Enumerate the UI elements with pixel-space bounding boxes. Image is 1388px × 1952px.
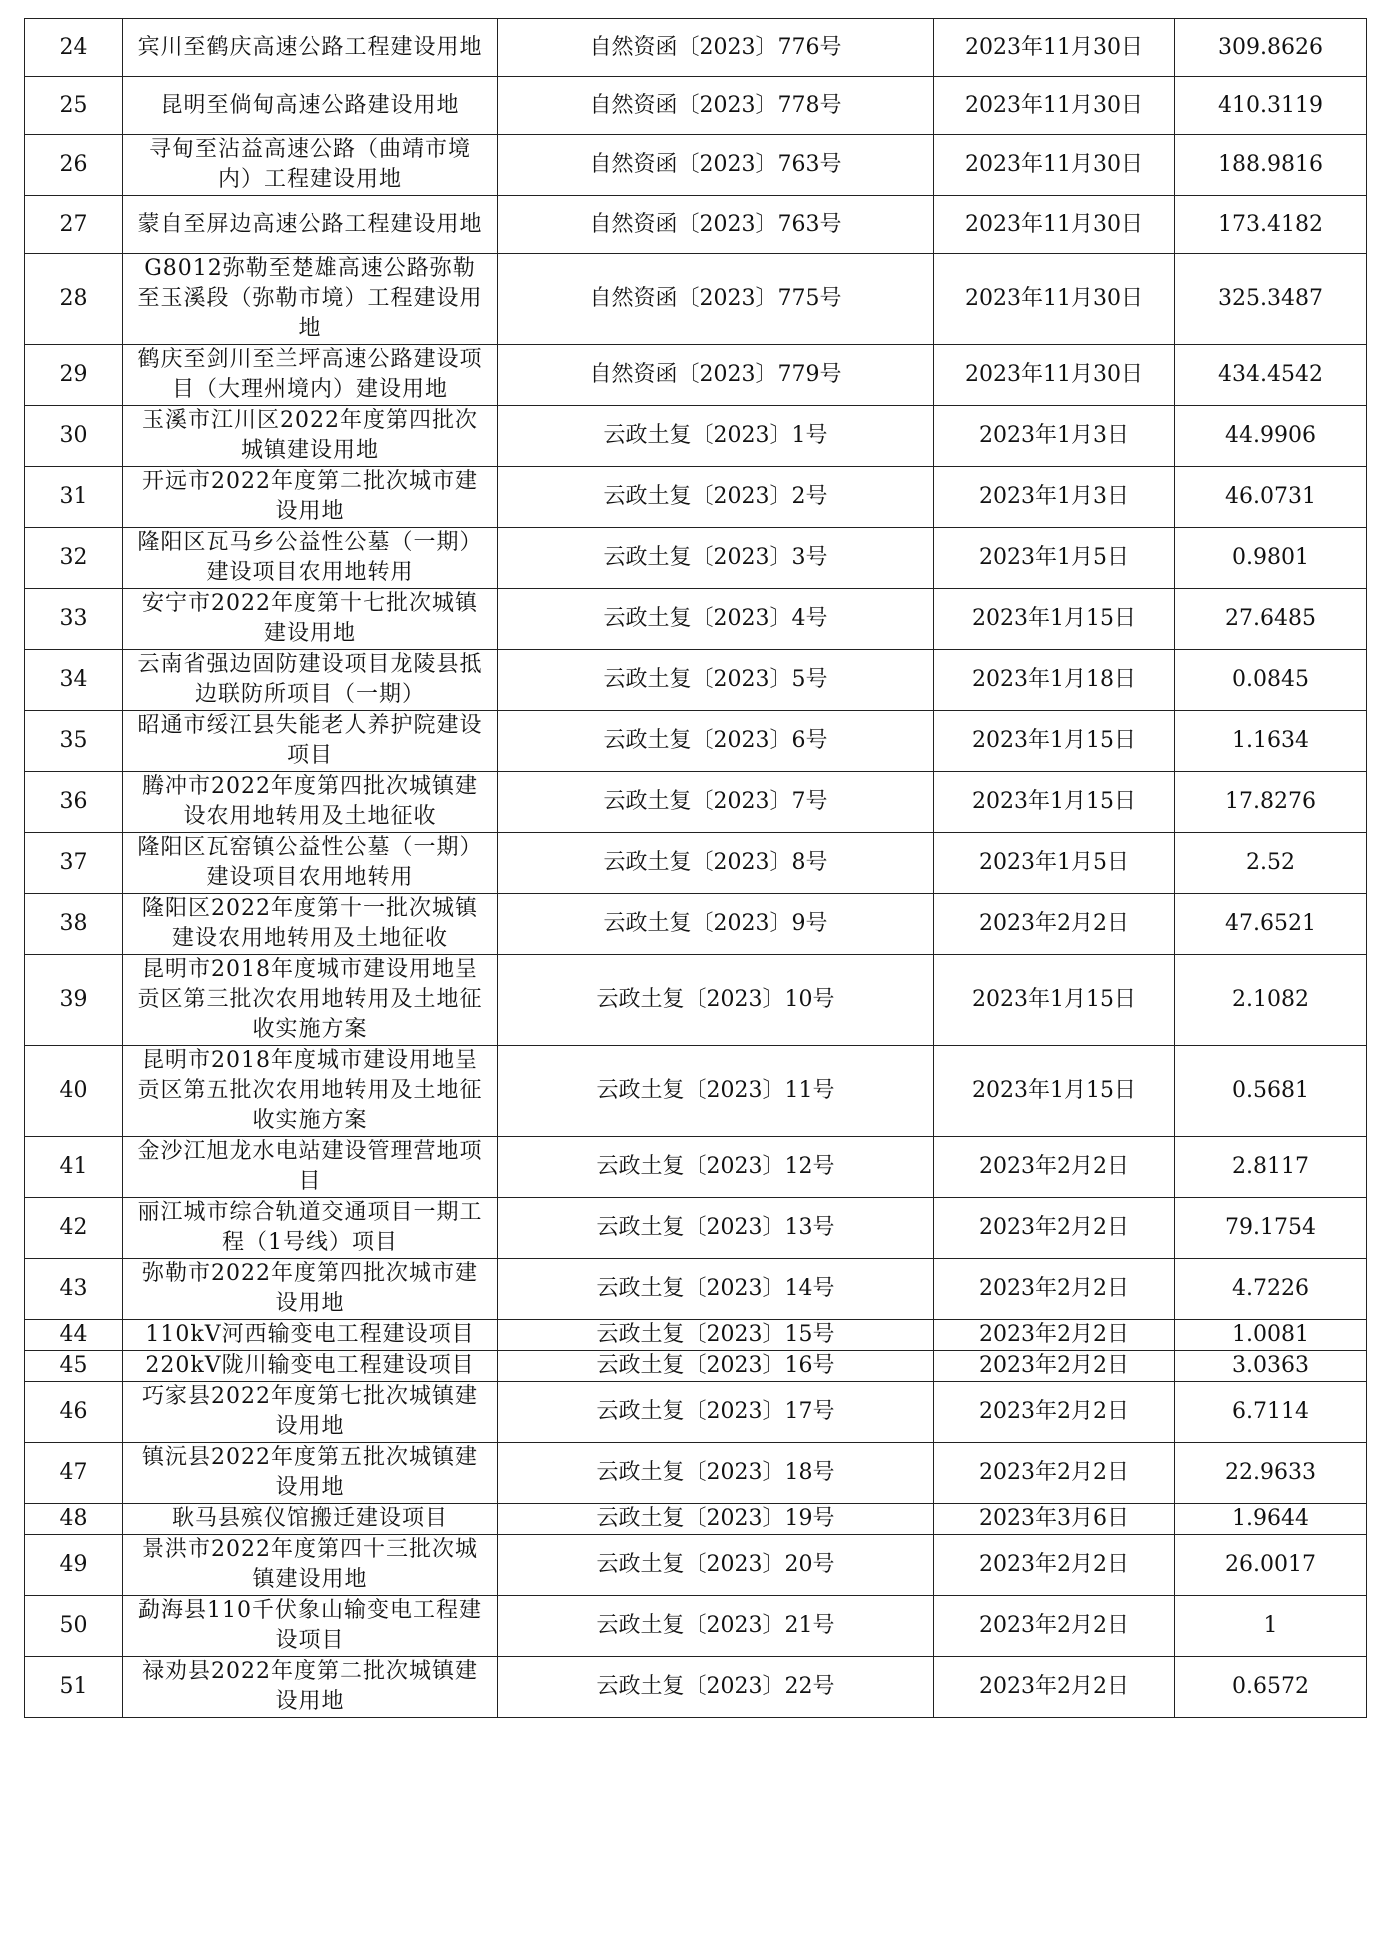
table-row [25,589,1367,650]
table-row [25,1657,1367,1718]
approval-date: 2023年2月2日 [934,1657,1175,1718]
approval-date: 2023年1月18日 [934,650,1175,711]
approval-document-number: 云政土复〔2023〕10号 [498,955,934,1046]
project-name: 寻甸至沾益高速公路（曲靖市境内）工程建设用地 [123,135,498,196]
table-row [25,254,1367,345]
row-number: 26 [25,135,123,196]
row-number: 40 [25,1046,123,1137]
row-number: 27 [25,196,123,254]
approval-document-number: 自然资函〔2023〕778号 [498,77,934,135]
project-name: 开远市2022年度第二批次城市建设用地 [123,467,498,528]
row-number: 30 [25,406,123,467]
table-row [25,1198,1367,1259]
approved-area: 4.7226 [1175,1259,1367,1320]
project-name: 弥勒市2022年度第四批次城市建设用地 [123,1259,498,1320]
table-row [25,1382,1367,1443]
row-number: 39 [25,955,123,1046]
approved-area: 0.9801 [1175,528,1367,589]
approval-document-number: 自然资函〔2023〕763号 [498,196,934,254]
table-row [25,772,1367,833]
row-number: 33 [25,589,123,650]
project-name: 丽江城市综合轨道交通项目一期工程（1号线）项目 [123,1198,498,1259]
approval-document-number: 自然资函〔2023〕775号 [498,254,934,345]
row-number: 32 [25,528,123,589]
project-name: 110kV河西输变电工程建设项目 [123,1320,498,1351]
land-approval-table [24,18,1367,1718]
row-number: 43 [25,1259,123,1320]
row-number: 35 [25,711,123,772]
approved-area: 309.8626 [1175,19,1367,77]
approval-date: 2023年1月15日 [934,711,1175,772]
row-number: 46 [25,1382,123,1443]
approved-area: 47.6521 [1175,894,1367,955]
project-name: 220kV陇川输变电工程建设项目 [123,1351,498,1382]
approval-date: 2023年1月15日 [934,589,1175,650]
approved-area: 27.6485 [1175,589,1367,650]
table-row [25,196,1367,254]
approval-date: 2023年2月2日 [934,1198,1175,1259]
row-number: 45 [25,1351,123,1382]
table-row [25,1137,1367,1198]
approval-date: 2023年2月2日 [934,1137,1175,1198]
approval-date: 2023年1月3日 [934,406,1175,467]
approval-date: 2023年11月30日 [934,196,1175,254]
row-number: 42 [25,1198,123,1259]
table-row [25,467,1367,528]
approval-document-number: 云政土复〔2023〕16号 [498,1351,934,1382]
row-number: 49 [25,1535,123,1596]
table-row [25,1535,1367,1596]
approval-date: 2023年11月30日 [934,254,1175,345]
approved-area: 26.0017 [1175,1535,1367,1596]
project-name: 昭通市绥江县失能老人养护院建设项目 [123,711,498,772]
project-name: 勐海县110千伏象山输变电工程建设项目 [123,1596,498,1657]
table-row [25,1046,1367,1137]
table-row [25,1259,1367,1320]
approval-document-number: 云政土复〔2023〕4号 [498,589,934,650]
approval-document-number: 自然资函〔2023〕779号 [498,345,934,406]
table-row [25,1320,1367,1351]
project-name: 昆明市2018年度城市建设用地呈贡区第五批次农用地转用及土地征收实施方案 [123,1046,498,1137]
row-number: 25 [25,77,123,135]
approval-date: 2023年2月2日 [934,1596,1175,1657]
project-name: 耿马县殡仪馆搬迁建设项目 [123,1504,498,1535]
project-name: 玉溪市江川区2022年度第四批次城镇建设用地 [123,406,498,467]
approval-date: 2023年1月5日 [934,833,1175,894]
approved-area: 1 [1175,1596,1367,1657]
approval-date: 2023年11月30日 [934,77,1175,135]
approval-document-number: 云政土复〔2023〕21号 [498,1596,934,1657]
approval-date: 2023年2月2日 [934,1535,1175,1596]
row-number: 29 [25,345,123,406]
approval-document-number: 云政土复〔2023〕12号 [498,1137,934,1198]
approval-document-number: 云政土复〔2023〕9号 [498,894,934,955]
approved-area: 1.0081 [1175,1320,1367,1351]
approval-document-number: 自然资函〔2023〕763号 [498,135,934,196]
project-name: 昆明市2018年度城市建设用地呈贡区第三批次农用地转用及土地征收实施方案 [123,955,498,1046]
approved-area: 325.3487 [1175,254,1367,345]
project-name: 昆明至倘甸高速公路建设用地 [123,77,498,135]
project-name: 隆阳区瓦窑镇公益性公墓（一期）建设项目农用地转用 [123,833,498,894]
row-number: 51 [25,1657,123,1718]
approved-area: 2.52 [1175,833,1367,894]
approval-date: 2023年2月2日 [934,894,1175,955]
project-name: G8012弥勒至楚雄高速公路弥勒至玉溪段（弥勒市境）工程建设用地 [123,254,498,345]
table-body [25,19,1367,1718]
approval-date: 2023年2月2日 [934,1259,1175,1320]
project-name: 云南省强边固防建设项目龙陵县抵边联防所项目（一期） [123,650,498,711]
approved-area: 2.1082 [1175,955,1367,1046]
approval-document-number: 云政土复〔2023〕1号 [498,406,934,467]
table-row [25,77,1367,135]
row-number: 50 [25,1596,123,1657]
row-number: 24 [25,19,123,77]
approval-date: 2023年2月2日 [934,1382,1175,1443]
approval-document-number: 云政土复〔2023〕14号 [498,1259,934,1320]
project-name: 金沙江旭龙水电站建设管理营地项目 [123,1137,498,1198]
approval-date: 2023年1月5日 [934,528,1175,589]
approval-document-number: 云政土复〔2023〕22号 [498,1657,934,1718]
approval-document-number: 云政土复〔2023〕17号 [498,1382,934,1443]
table-row [25,650,1367,711]
approval-date: 2023年2月2日 [934,1351,1175,1382]
approved-area: 0.5681 [1175,1046,1367,1137]
approved-area: 6.7114 [1175,1382,1367,1443]
approved-area: 1.9644 [1175,1504,1367,1535]
approval-date: 2023年11月30日 [934,345,1175,406]
approval-date: 2023年3月6日 [934,1504,1175,1535]
project-name: 景洪市2022年度第四十三批次城镇建设用地 [123,1535,498,1596]
approved-area: 79.1754 [1175,1198,1367,1259]
approved-area: 0.0845 [1175,650,1367,711]
table-row [25,894,1367,955]
approved-area: 17.8276 [1175,772,1367,833]
approval-date: 2023年2月2日 [934,1443,1175,1504]
approval-document-number: 云政土复〔2023〕2号 [498,467,934,528]
approved-area: 1.1634 [1175,711,1367,772]
table-row [25,711,1367,772]
project-name: 宾川至鹤庆高速公路工程建设用地 [123,19,498,77]
table-row [25,1596,1367,1657]
approval-document-number: 云政土复〔2023〕7号 [498,772,934,833]
project-name: 蒙自至屏边高速公路工程建设用地 [123,196,498,254]
approval-document-number: 云政土复〔2023〕19号 [498,1504,934,1535]
approval-document-number: 云政土复〔2023〕15号 [498,1320,934,1351]
table-row [25,135,1367,196]
approval-document-number: 云政土复〔2023〕18号 [498,1443,934,1504]
row-number: 28 [25,254,123,345]
row-number: 41 [25,1137,123,1198]
approval-date: 2023年1月15日 [934,772,1175,833]
approved-area: 46.0731 [1175,467,1367,528]
project-name: 隆阳区瓦马乡公益性公墓（一期）建设项目农用地转用 [123,528,498,589]
approved-area: 3.0363 [1175,1351,1367,1382]
approval-document-number: 云政土复〔2023〕8号 [498,833,934,894]
row-number: 47 [25,1443,123,1504]
approved-area: 188.9816 [1175,135,1367,196]
project-name: 腾冲市2022年度第四批次城镇建设农用地转用及土地征收 [123,772,498,833]
approval-date: 2023年1月3日 [934,467,1175,528]
approval-document-number: 云政土复〔2023〕20号 [498,1535,934,1596]
approval-document-number: 自然资函〔2023〕776号 [498,19,934,77]
approved-area: 434.4542 [1175,345,1367,406]
approval-date: 2023年2月2日 [934,1320,1175,1351]
table-row [25,528,1367,589]
approval-date: 2023年11月30日 [934,135,1175,196]
approval-date: 2023年1月15日 [934,1046,1175,1137]
approved-area: 0.6572 [1175,1657,1367,1718]
table-row [25,1443,1367,1504]
table-row [25,406,1367,467]
approved-area: 410.3119 [1175,77,1367,135]
table-row [25,1504,1367,1535]
approved-area: 173.4182 [1175,196,1367,254]
row-number: 36 [25,772,123,833]
row-number: 44 [25,1320,123,1351]
row-number: 34 [25,650,123,711]
approval-date: 2023年11月30日 [934,19,1175,77]
approval-date: 2023年1月15日 [934,955,1175,1046]
row-number: 48 [25,1504,123,1535]
approval-document-number: 云政土复〔2023〕6号 [498,711,934,772]
row-number: 37 [25,833,123,894]
approved-area: 2.8117 [1175,1137,1367,1198]
table-row [25,345,1367,406]
project-name: 巧家县2022年度第七批次城镇建设用地 [123,1382,498,1443]
row-number: 31 [25,467,123,528]
approved-area: 22.9633 [1175,1443,1367,1504]
approved-area: 44.9906 [1175,406,1367,467]
project-name: 隆阳区2022年度第十一批次城镇建设农用地转用及土地征收 [123,894,498,955]
project-name: 安宁市2022年度第十七批次城镇建设用地 [123,589,498,650]
approval-document-number: 云政土复〔2023〕11号 [498,1046,934,1137]
table-row [25,955,1367,1046]
approval-document-number: 云政土复〔2023〕3号 [498,528,934,589]
table-row [25,1351,1367,1382]
table-row [25,833,1367,894]
project-name: 禄劝县2022年度第二批次城镇建设用地 [123,1657,498,1718]
approval-document-number: 云政土复〔2023〕5号 [498,650,934,711]
table-row [25,19,1367,77]
project-name: 鹤庆至剑川至兰坪高速公路建设项目（大理州境内）建设用地 [123,345,498,406]
row-number: 38 [25,894,123,955]
approval-document-number: 云政土复〔2023〕13号 [498,1198,934,1259]
project-name: 镇沅县2022年度第五批次城镇建设用地 [123,1443,498,1504]
